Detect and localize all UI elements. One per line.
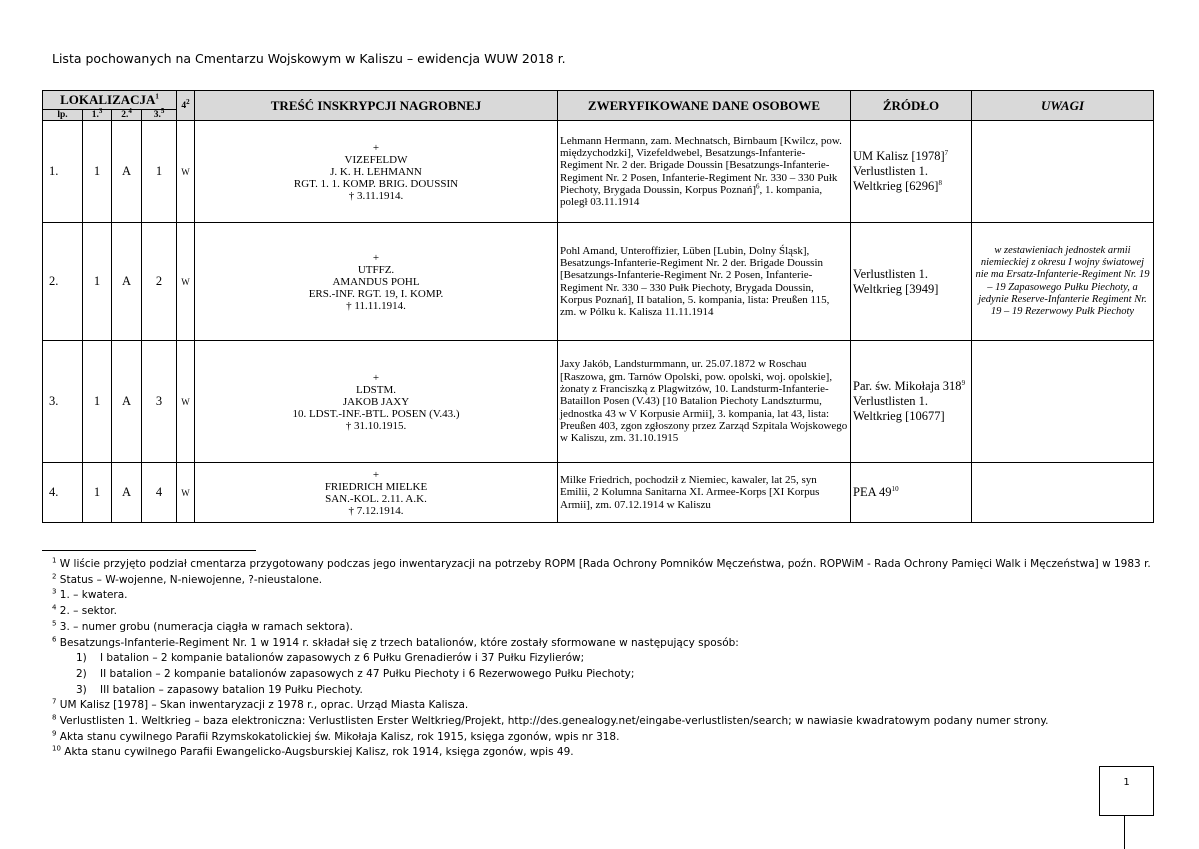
row-dane: Lehmann Hermann, zam. Mechnatsch, Birnbaum [Kwilcz, pow. międzychodzki], Vizefeldwebel, Besatzungs-Infanterie-Regiment Nr. 2 der. Brigade Doussin [Besatzungs-Infanterie-Regiment Nr. 2 Posen, Infanterie-Regiment Nr. 330 – 330 Pułk Piechoty, Brygada Doussin, Korpus Poznań]$^6$, 1. kompania, poległ 03.11.1914 [558,121,851,223]
row-uwagi: w zestawieniach jednostek armii niemieckiej z okresu I wojny światowej nie ma Ersatz-Infanterie-Regiment Nr. 19 – 19 Zapasowego Pułku Piechoty, a jedynie Reserve-Infanterie Regiment Nr. 19 – 19 Rezerwowy Pułk Piechoty [972,223,1154,341]
row-lp: 4. [43,463,83,523]
header-status: $4^2$ [177,91,195,121]
row-inscription: + FRIEDRICH MIELKE SAN.-KOL. 2.11. A.K. † 7.12.1914. [195,463,558,523]
footnote-6: $^6$ Besatzungs-Infanterie-Regiment Nr. 1 w 1914 r. składał się z trzech batalionów, które zostały sformowane w następujący sposób: [52,635,739,649]
header-row [43,91,1154,110]
row-zrodlo: Verlustlisten 1. Weltkrieg [3949] [851,223,972,341]
footnote-6-item: 1) I batalion – 2 kompanie batalionów zapasowych z 6 Pułku Grenadierów i 37 Pułku Fizylierów; [76,652,585,665]
row-kwatera: 1 [83,463,112,523]
row-zrodlo: Par. św. Mikołaja $318^9$ Verlustlisten 1. Weltkrieg [10677] [851,341,972,463]
row-kwatera: 1 [83,341,112,463]
row-status: W [177,463,195,523]
row-grob: 3 [142,341,177,463]
row-dane: Milke Friedrich, pochodził z Niemiec, kawaler, lat 25, syn Emilii, 2 Kolumna Sanitarna XI. Armee-Korps [XI Korpus Armii], zm. 07.12.1914 w Kaliszu [558,463,851,523]
footnote-3: $^3$ 1. – kwatera. [52,587,128,602]
row-sektor: A [112,463,142,523]
header-grob: 3.$^5$ [142,110,177,121]
table-row [43,121,1154,223]
row-kwatera: 1 [83,121,112,223]
footnote-10: $^{10}$ Akta stanu cywilnego Parafii Ewangelicko-Augsburskiej Kalisz, rok 1914, księga zgonów, wpis 49. [52,744,574,759]
page-number: 1 [1099,766,1154,816]
row-sektor: A [112,341,142,463]
footnote-6-item: 2) II batalion – 2 kompanie batalionów zapasowych z 47 Pułku Piechoty i 6 Rezerwowego Pułku Piechoty; [76,667,635,680]
header-kwatera: 1.$^3$ [83,110,112,121]
footnote-5: $^5$ 3. – numer grobu (numeracja ciągła w ramach sektora). [52,619,353,633]
header-dane: ZWERYFIKOWANE DANE OSOBOWE [558,91,851,121]
footnotes [52,557,1172,761]
header-lokalizacja: LOKALIZACJA$^1$ [43,91,177,110]
header-sektor: 2.$^4$ [112,110,142,121]
row-inscription: + VIZEFELDW J. K. H. LEHMANN RGT. 1. 1. KOMP. BRIG. DOUSSIN † 3.11.1914. [195,121,558,223]
header-lp: lp. [43,110,83,121]
row-inscription: + LDSTM. JAKOB JAXY 10. LDST.-INF.-BTL. POSEN (V.43.) † 31.10.1915. [195,341,558,463]
header-zrodlo: ŹRÓDŁO [851,91,972,121]
footnote-separator [42,550,256,551]
footnote-7: $^7$ UM Kalisz [1978] – Skan inwentaryzacji z 1978 r., oprac. Urząd Miasta Kalisza. [52,697,469,712]
row-uwagi [972,341,1154,463]
row-grob: 4 [142,463,177,523]
row-uwagi [972,121,1154,223]
row-grob: 2 [142,223,177,341]
row-dane: Pohl Amand, Unteroffizier, Lüben [Lubin, Dolny Śląsk], Besatzungs-Infanterie-Regiment Nr. 2 der. Brigade Doussin [Besatzungs-Infanterie-Regiment Nr. 2 Posen, Infanterie-Regiment Nr. 330 – 330 Pułk Piechoty, Brygada Doussin, Korpus Poznań], II batalion, 5. kompania, lista: Preußen 115, zm. w Pólku k. Kalisza 11.11.1914 [558,223,851,341]
footnote-1: $^1$ W liście przyjęto podział cmentarza przygotowany podczas jego inwentaryzacji na potrzeby ROPM [Rada Ochrony Pomników Męczeństwa, poźn. ROPWiM - Rada Ochrony Pamięci Walk i Męczeństwa] w 1983 r. [52,556,1151,570]
table-row [43,463,1154,523]
row-sektor: A [112,223,142,341]
row-dane: Jaxy Jakób, Landsturmmann, ur. 25.07.1872 w Roschau [Raszowa, gm. Tarnów Opolski, pow. opolski, woj. opolskie], żonaty z Franciszką z Plagwitzów, 10. Landsturm-Infanterie-Bataillon Posen (V.43) [10 Batalion Piechoty Landszturmu, jednostka 43 w V Korpusie Armii], 3. kompania, lat 43, lista: Preußen 403, zgon zgłoszony przez Zarząd Szpitala Wojskowego w Kaliszu, zm. 31.10.1915 [558,341,851,463]
footnote-4: $^4$ 2. – sektor. [52,603,117,618]
page-number-line [1124,816,1125,849]
footnote-9: $^9$ Akta stanu cywilnego Parafii Rzymskokatolickiej św. Mikołaja Kalisz, rok 1915, księga zgonów, wpis nr 318. [52,729,620,743]
row-kwatera: 1 [83,223,112,341]
row-lp: 3. [43,341,83,463]
burial-table [42,90,1154,523]
footnote-2: $^2$ Status – W-wojenne, N-niewojenne, ?-nieustalone. [52,572,323,586]
row-status: W [177,223,195,341]
header-uwagi: UWAGI [972,91,1154,121]
row-grob: 1 [142,121,177,223]
document-title: Lista pochowanych na Cmentarzu Wojskowym w Kaliszu – ewidencja WUW 2018 r. [52,51,566,66]
footnote-8: $^8$ Verlustlisten 1. Weltkrieg – baza elektroniczna: Verlustlisten Erster Weltkrieg/Projekt, http://des.genealogy.net/eingabe-verlustlisten/search; w nawiasie kwadratowym podany numer strony. [52,713,1049,728]
row-uwagi [972,463,1154,523]
header-tresc: TREŚĆ INSKRYPCJI NAGROBNEJ [195,91,558,121]
table-row [43,223,1154,341]
row-zrodlo: UM Kalisz $[1978]^7$ Verlustlisten 1. Weltkrieg $[6296]^8$ [851,121,972,223]
row-inscription: + UTFFZ. AMANDUS POHL ERS.-INF. RGT. 19, I. KOMP. † 11.11.1914. [195,223,558,341]
row-status: W [177,341,195,463]
row-lp: 2. [43,223,83,341]
row-lp: 1. [43,121,83,223]
row-zrodlo: PEA $49^{10}$ [851,463,972,523]
footnote-6-item: 3) III batalion – zapasowy batalion 19 Pułku Piechoty. [76,683,363,696]
table-row [43,341,1154,463]
row-status: W [177,121,195,223]
row-sektor: A [112,121,142,223]
